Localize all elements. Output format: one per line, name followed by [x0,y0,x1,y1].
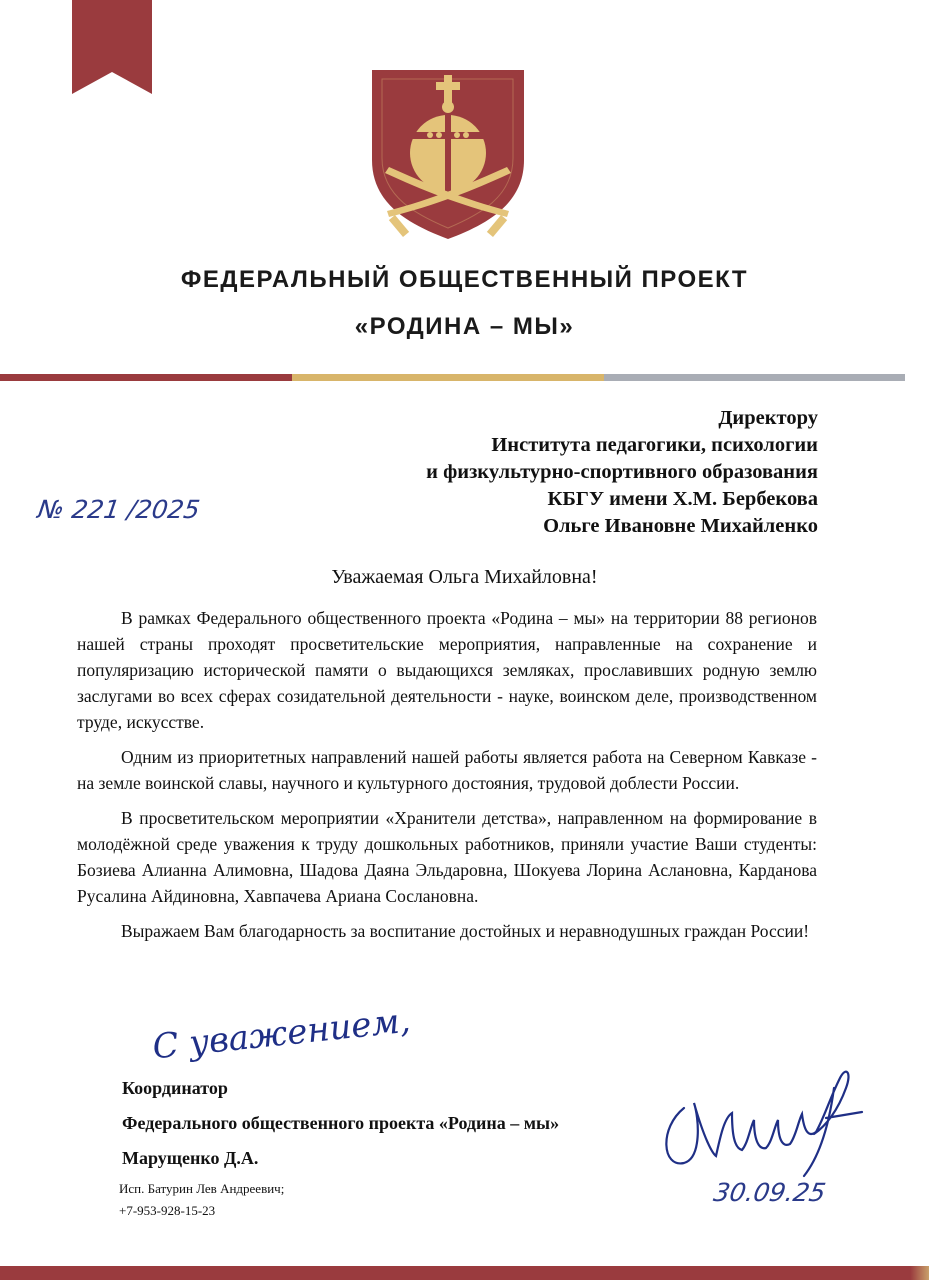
addressee-line: Ольге Ивановне Михайленко [543,515,818,537]
header-title: ФЕДЕРАЛЬНЫЙ ОБЩЕСТВЕННЫЙ ПРОЕКТ [180,266,749,293]
header-stripe-gold [292,374,604,381]
handwritten-signature [654,1058,869,1178]
addressee-line: Института педагогики, психологии [491,434,818,456]
header-stripe-gray [604,374,905,381]
addressee-line: и физкультурно-спортивного образования [426,461,818,483]
letter-body [77,605,817,953]
body-paragraph: Одним из приоритетных направлений нашей работы является работа на Северном Кавказе - на земле воинской славы, научного и культурного достояния, трудовой доблести России. [77,747,817,793]
header-subtitle: «РОДИНА – МЫ» [354,313,575,340]
handwritten-closing: С уважением, [150,1000,413,1068]
addressee-line: КБГУ имени Х.М. Бербекова [547,488,818,510]
body-paragraph: Выражаем Вам благодарность за воспитание достойных и неравнодушных граждан России! [121,921,810,941]
addressee-line: Директору [718,407,818,429]
footer-band [0,1266,929,1280]
greeting: Уважаемая Ольга Михайловна! [331,566,598,588]
orb-with-crossed-swords-shield-icon [367,65,529,242]
signatory-block [122,1071,559,1176]
signature-date: 30.09.25 [711,1178,828,1207]
signatory-name: Марущенко Д.А. [122,1148,259,1168]
executor-name: Исп. Батурин Лев Андреевич; [119,1181,285,1196]
bookmark-ribbon-icon [72,0,152,94]
handwritten-registration-number: № 221 /2025 [35,495,202,524]
header-stripe-red [0,374,292,381]
signatory-organization: Федерального общественного проекта «Родина – мы» [122,1113,560,1133]
body-paragraph: В рамках Федерального общественного проекта «Родина – мы» на территории 88 регионов нашей страны проходят просветительские мероприятия, направленные на сохранение и популяризацию исторической памяти о выдающихся земляках, прославивших родную землю заслугами во всех сферах созидательной деятельности - науке, воинском деле, производственном труде, искусстве. [77,608,817,732]
executor-phone: +7-953-928-15-23 [119,1203,216,1218]
signatory-role: Координатор [122,1078,228,1098]
body-paragraph: В просветительском мероприятии «Хранители детства», направленном на формирование в молодёжной среде уважения к труду дошкольных работников, приняли участие Ваши студенты: Бозиева Алианна Алимовна, Шадова Даяна Эльдаровна, Шокуева Лорина Аслановна, Карданова Русалина Айдиновна, Хавпачева Ариана Сослановна. [77,808,817,906]
executor-block [119,1178,284,1222]
addressee-block [426,405,818,540]
